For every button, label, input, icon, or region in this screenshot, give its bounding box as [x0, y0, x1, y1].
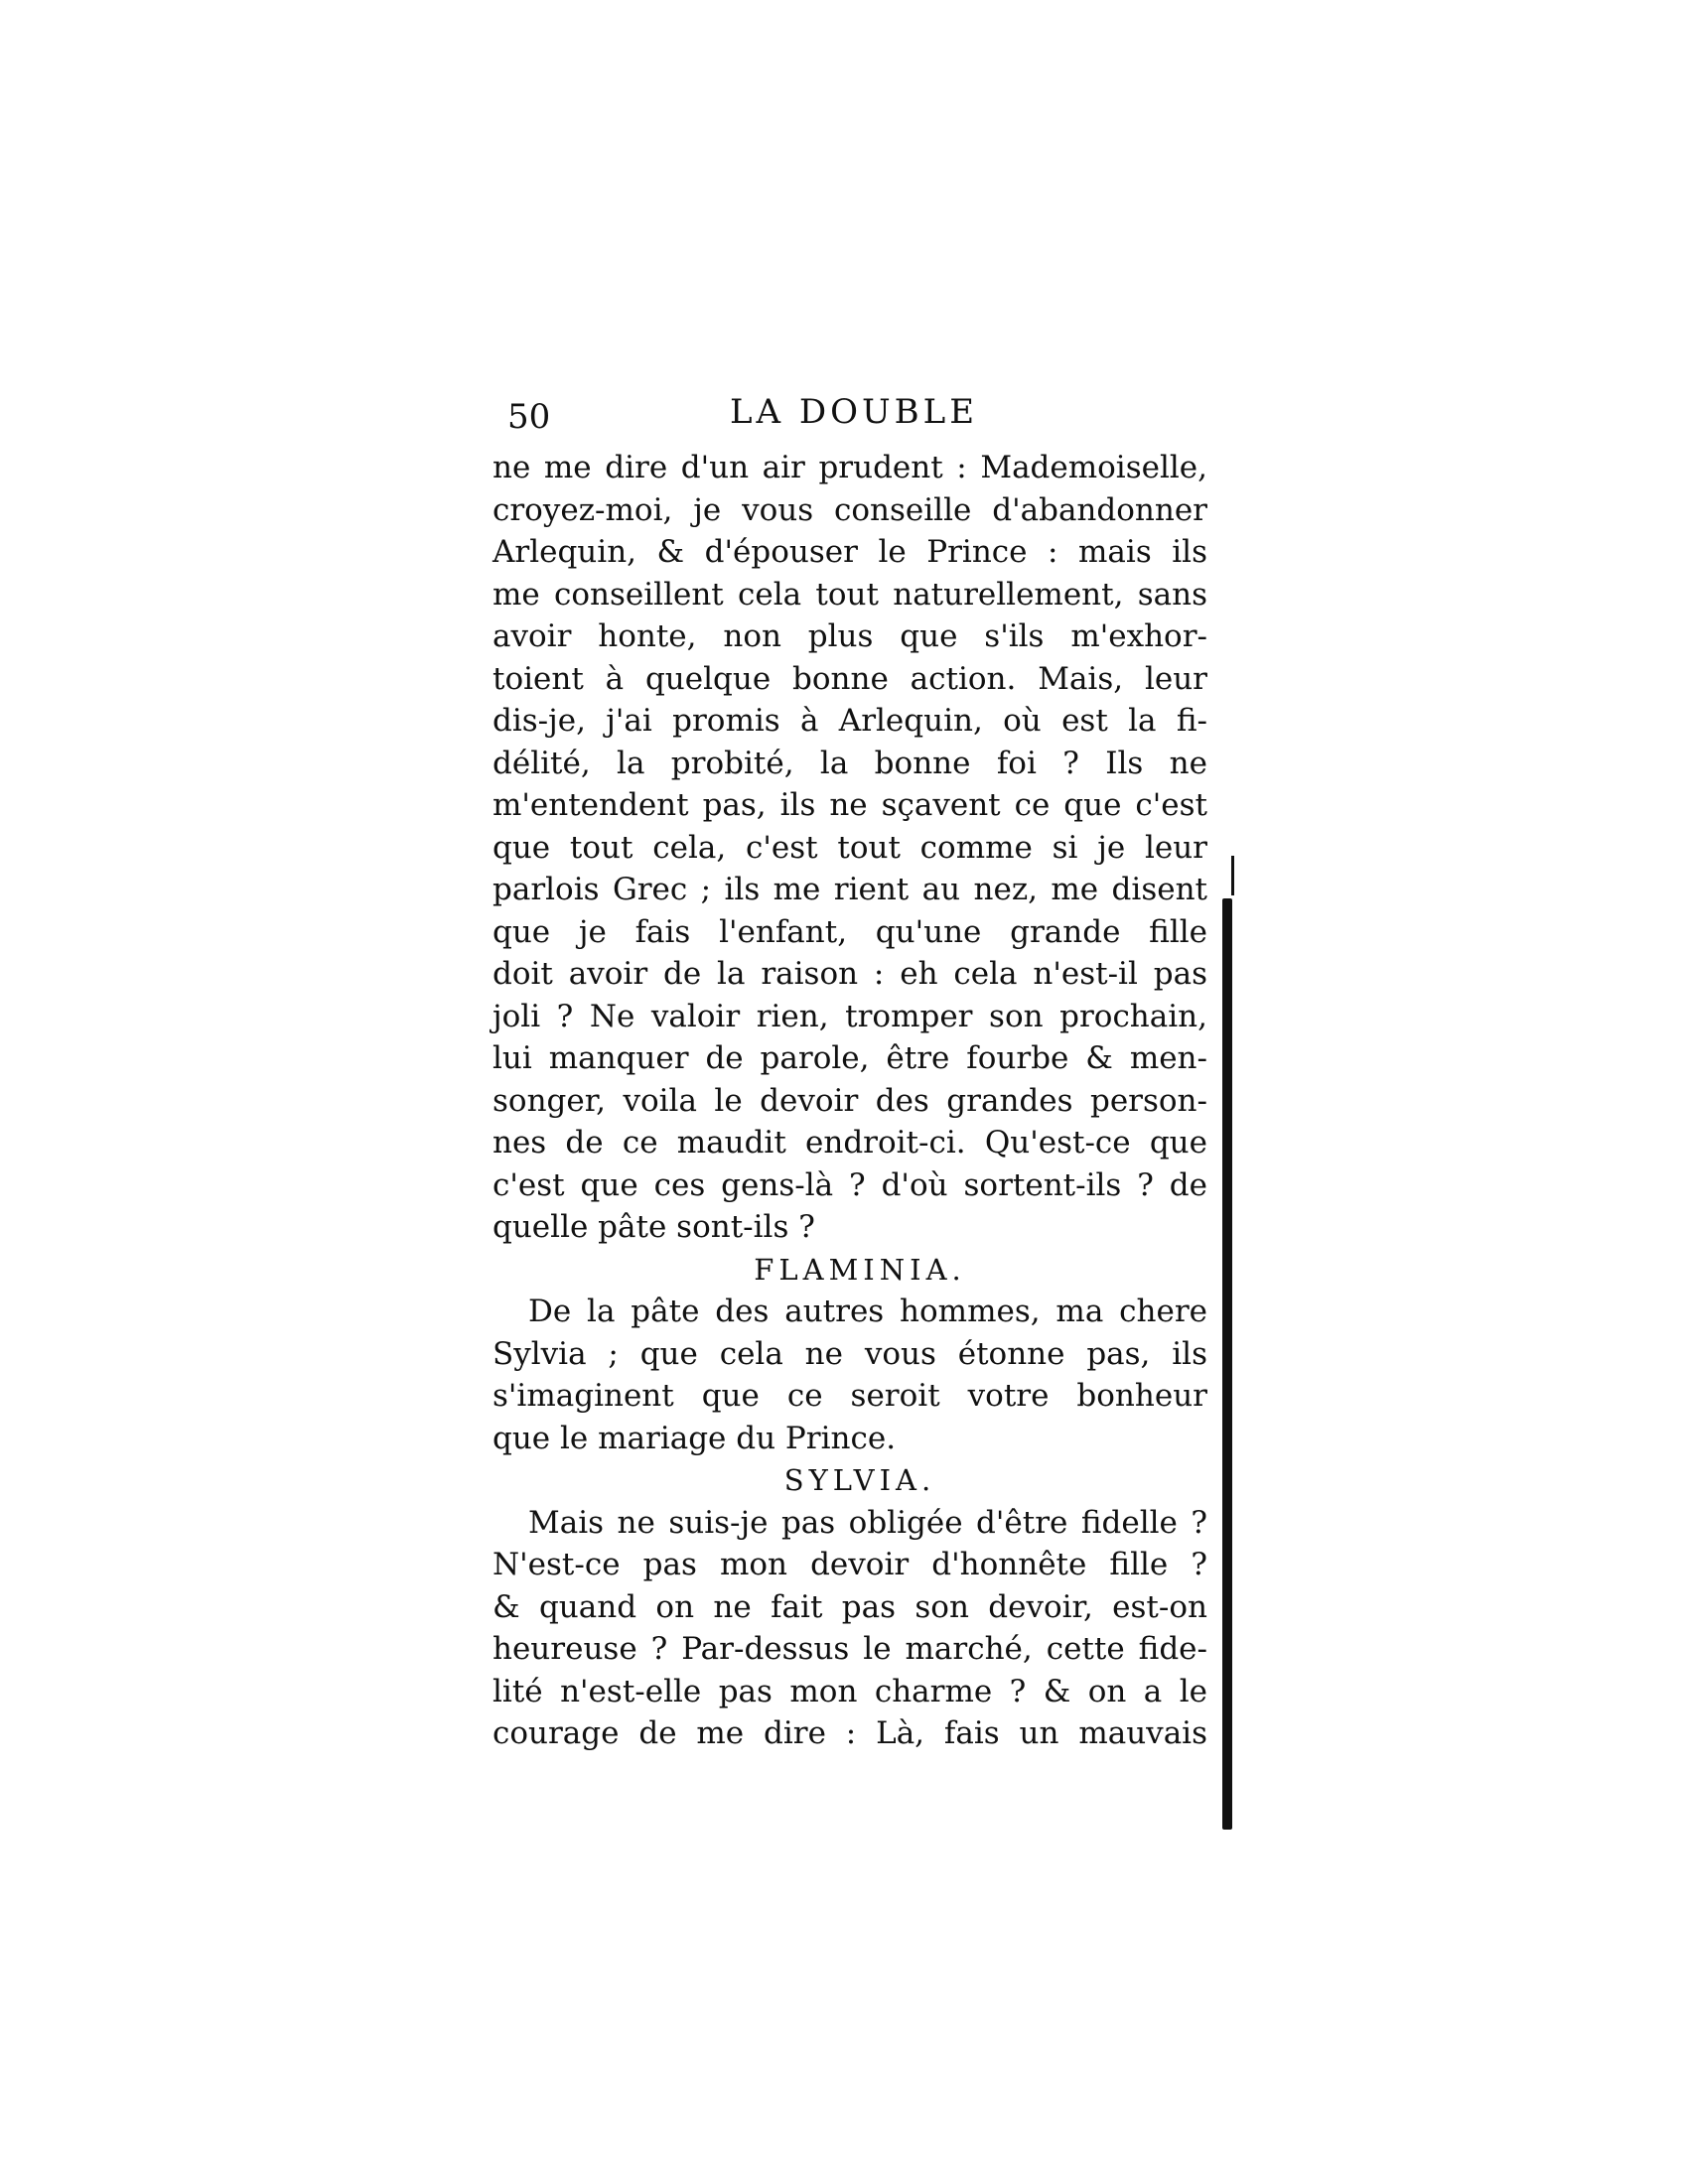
body-text	[492, 447, 1207, 1755]
text-line: quelle pâte sont-ils ?	[492, 1209, 815, 1245]
page-edge-mark	[1231, 856, 1234, 895]
speaker-name-flaminia: FLAMINIA.	[754, 1252, 966, 1287]
text-line: nes de ce maudit endroit-ci. Qu'est-ce que	[492, 1125, 1207, 1160]
text-line: que tout cela, c'est tout comme si je leur	[492, 829, 1207, 866]
speech-line: s'imaginent que ce seroit votre bonheur	[492, 1378, 1207, 1414]
text-line: avoir honte, non plus que s'ils m'exhor-	[492, 618, 1207, 654]
page-edge-shadow	[1222, 898, 1232, 1830]
text-line: m'entendent pas, ils ne sçavent ce que c'est	[492, 787, 1207, 823]
speech-line: De la pâte des autres hommes, ma chere	[528, 1294, 1207, 1329]
speaker-name-sylvia: SYLVIA.	[783, 1463, 936, 1497]
speech-line: lité n'est-elle pas mon charme ? & on a le	[492, 1673, 1207, 1709]
text-line: Arlequin, & d'épouser le Prince : mais ils	[492, 534, 1207, 570]
running-title: LA DOUBLE	[729, 392, 979, 432]
text-line: me conseillent cela tout naturellement, sans	[492, 576, 1207, 613]
speech-line: & quand on ne fait pas son devoir, est-on	[492, 1588, 1207, 1625]
text-line: doit avoir de la raison : eh cela n'est-il pas	[492, 956, 1207, 992]
text-line: que je fais l'enfant, qu'une grande fille	[492, 913, 1207, 950]
speech-line: Sylvia ; que cela ne vous étonne pas, ils	[492, 1335, 1207, 1372]
text-line: ne me dire d'un air prudent : Mademoiselle,	[492, 450, 1207, 485]
text-line: lui manquer de parole, être fourbe & men-	[492, 1040, 1207, 1076]
running-head	[501, 389, 1206, 441]
speech-line: que le mariage du Prince.	[492, 1420, 897, 1456]
speech-line: Mais ne suis-je pas obligée d'être fidelle ?	[528, 1504, 1207, 1541]
text-line: toient à quelque bonne action. Mais, leur	[492, 660, 1207, 697]
text-line: songer, voila le devoir des grandes person-	[492, 1082, 1207, 1119]
text-line: parlois Grec ; ils me rient au nez, me disent	[492, 872, 1207, 907]
text-line: dis-je, j'ai promis à Arlequin, où est la fi-	[492, 703, 1207, 739]
speech-line: N'est-ce pas mon devoir d'honnête fille ?	[492, 1547, 1207, 1582]
text-line: joli ? Ne valoir rien, tromper son prochain,	[492, 998, 1207, 1034]
text-line: croyez-moi, je vous conseille d'abandonner	[492, 491, 1207, 528]
text-line: c'est que ces gens-là ? d'où sortent-ils ? de	[492, 1166, 1207, 1203]
text-line: délité, la probité, la bonne foi ? Ils ne	[492, 745, 1207, 781]
page-number: 50	[507, 397, 551, 437]
speech-line: courage de me dire : Là, fais un mauvais	[492, 1715, 1207, 1751]
speech-line: heureuse ? Par-dessus le marché, cette fide-	[492, 1631, 1207, 1667]
